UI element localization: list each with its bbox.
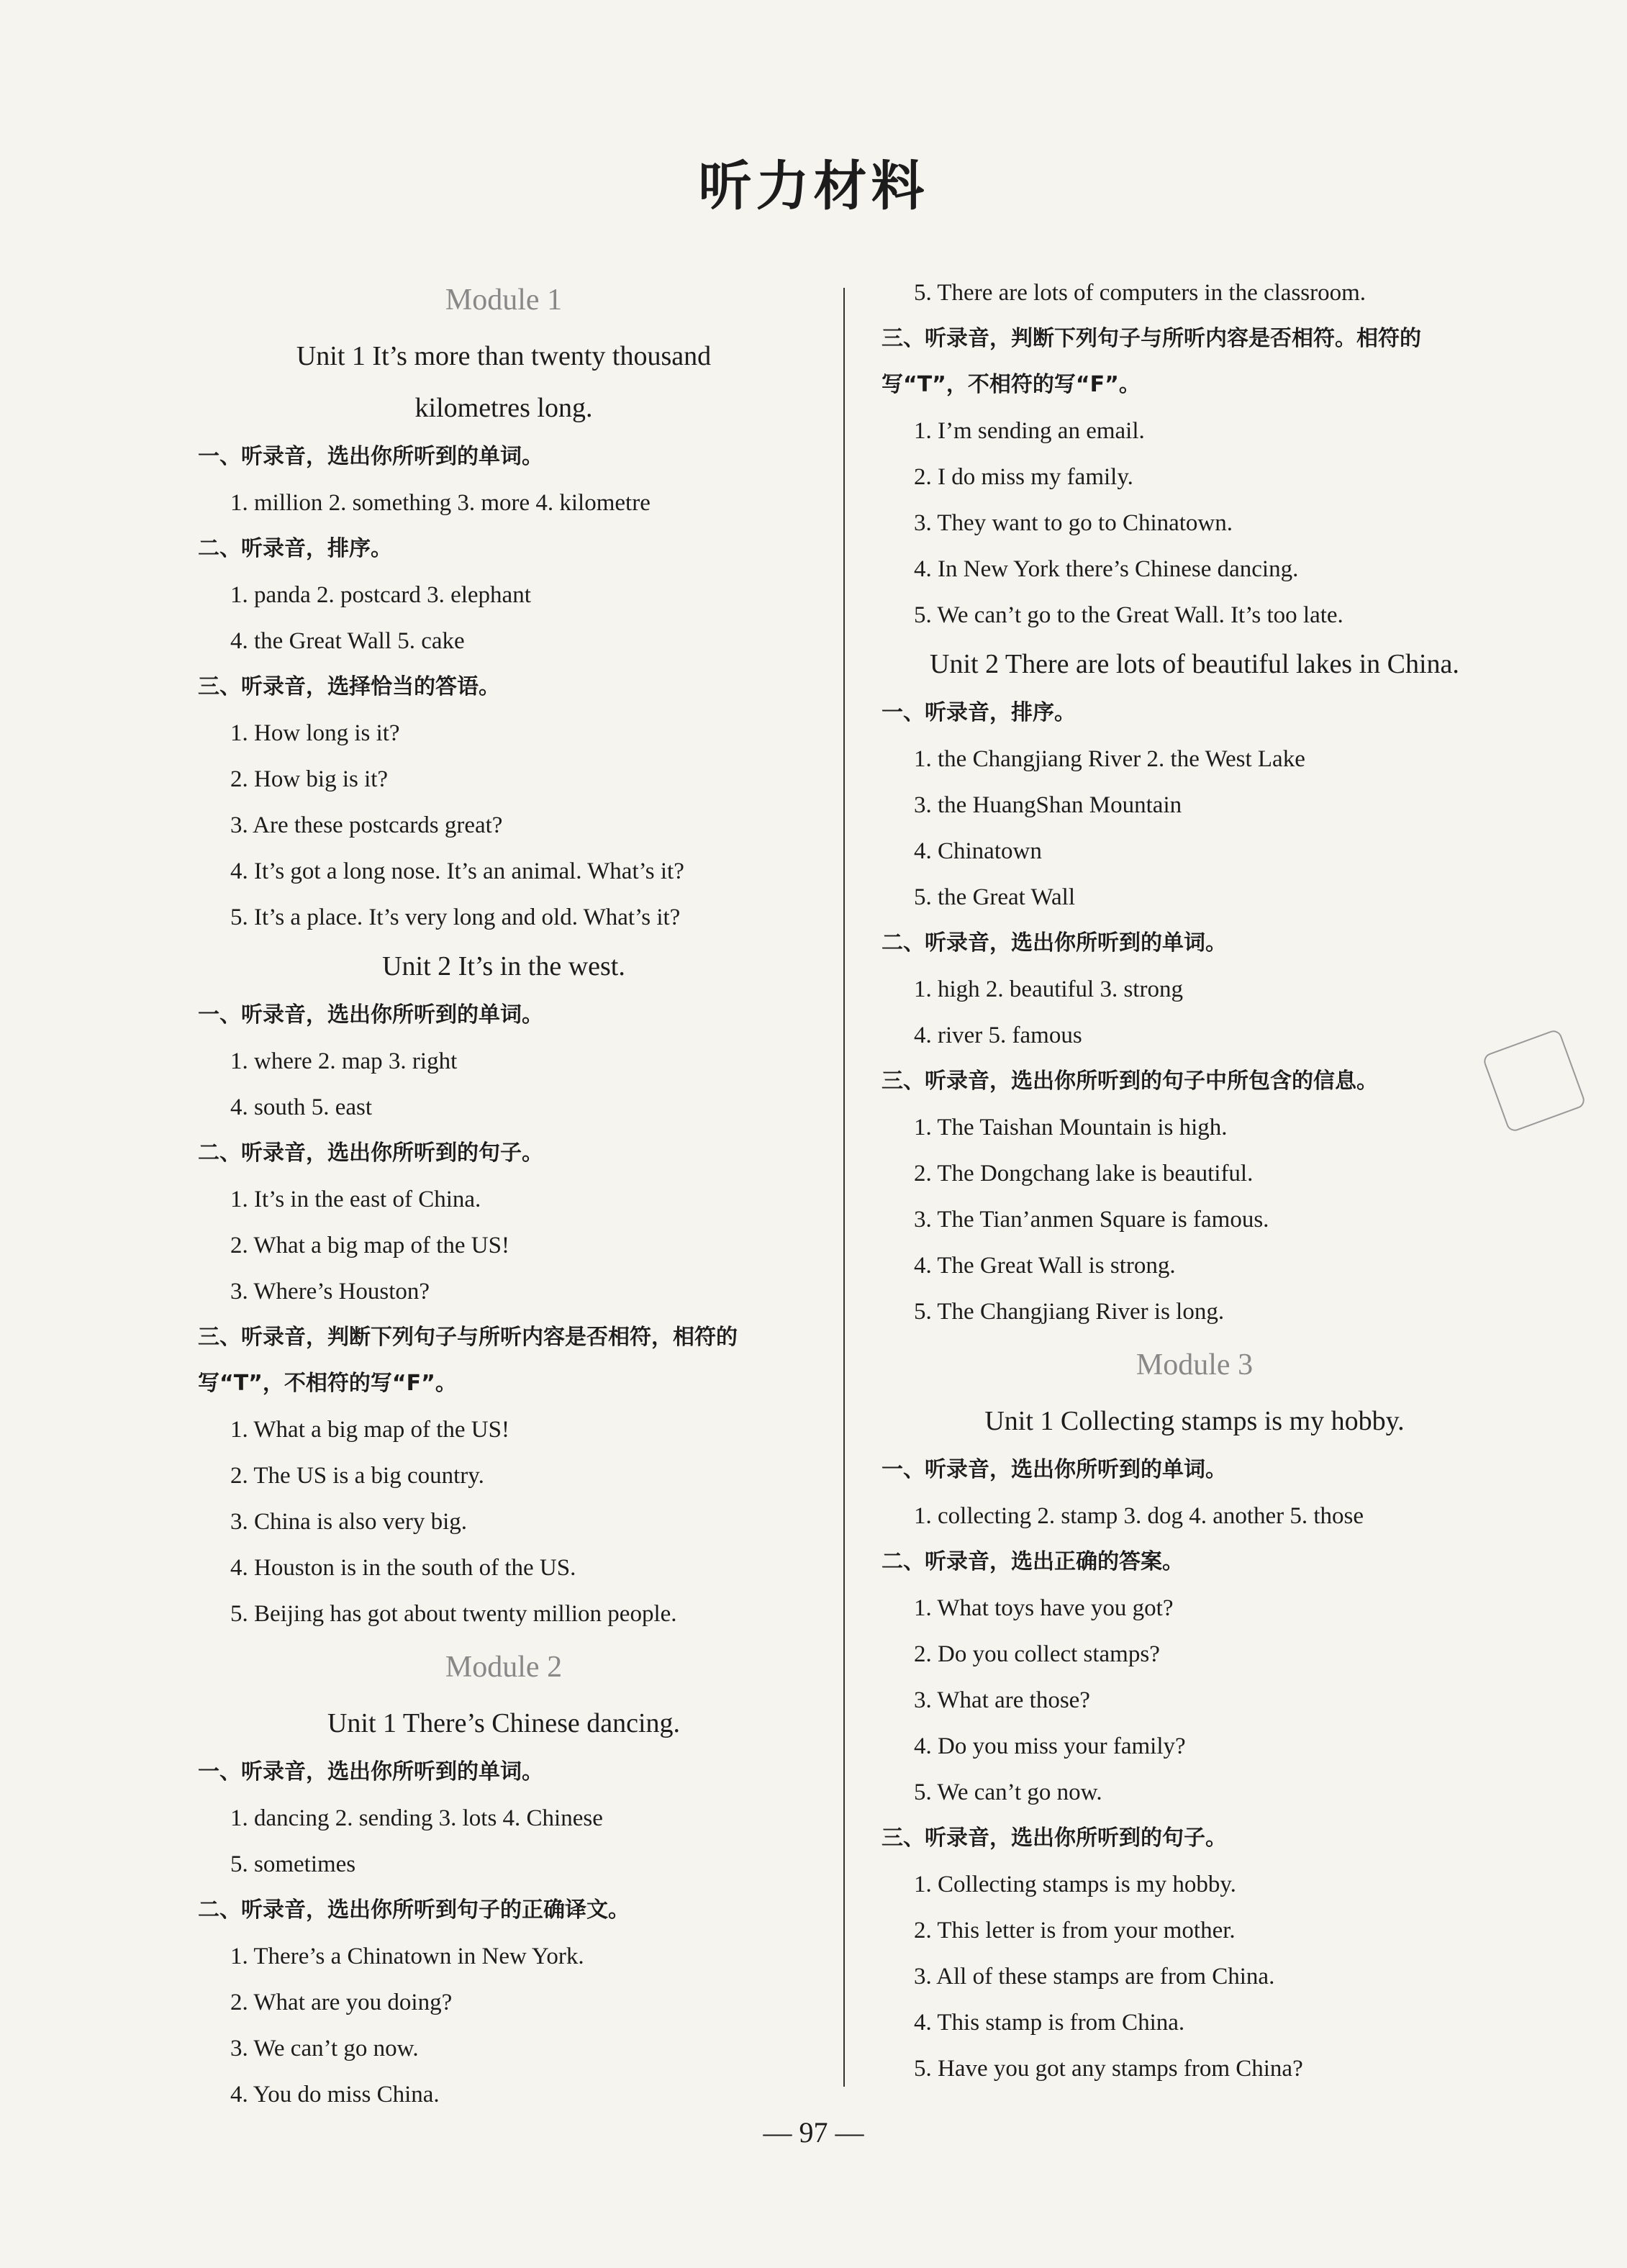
list-item: 5. We can’t go to the Great Wall. It’s too late. <box>914 602 1343 628</box>
list-item: 4. You do miss China. <box>230 2082 440 2108</box>
list-item: 5. The Changjiang River is long. <box>914 1299 1225 1325</box>
page-number: — 97 — <box>763 2116 864 2149</box>
list-item: 1. dancing 2. sending 3. lots 4. Chinese <box>230 1805 603 1831</box>
section-heading: 二、听录音，选出你所听到的单词。 <box>882 930 1227 956</box>
section-heading: 写“T”，不相符的写“F”。 <box>882 372 1141 397</box>
list-item: 4. river 5. famous <box>914 1022 1082 1048</box>
list-item: 3. Where’s Houston? <box>230 1279 430 1305</box>
section-heading: 三、听录音，选出你所听到的句子。 <box>882 1825 1227 1851</box>
list-item: 2. The US is a big country. <box>230 1463 484 1489</box>
list-item: 4. south 5. east <box>230 1094 373 1120</box>
module-heading: Module 3 <box>1136 1348 1254 1382</box>
list-item: 5. We can’t go now. <box>914 1779 1102 1805</box>
section-heading: 二、听录音，排序。 <box>198 536 392 561</box>
section-heading: 二、听录音，选出正确的答案。 <box>882 1549 1184 1574</box>
module-heading: Module 1 <box>445 284 563 317</box>
list-item: 2. How big is it? <box>230 766 389 792</box>
list-item: 5. It’s a place. It’s very long and old. What’s it? <box>230 904 681 930</box>
list-item: 4. In New York there’s Chinese dancing. <box>914 556 1299 582</box>
list-item: 1. where 2. map 3. right <box>230 1048 458 1074</box>
section-heading: 三、听录音，选出你所听到的句子中所包含的信息。 <box>882 1069 1378 1094</box>
list-item: 4. Chinatown <box>914 838 1042 864</box>
unit-heading: Unit 2 It’s in the west. <box>382 951 625 981</box>
list-item: 1. panda 2. postcard 3. elephant <box>230 582 531 608</box>
list-item: 1. high 2. beautiful 3. strong <box>914 976 1183 1002</box>
list-item: 3. The Tian’anmen Square is famous. <box>914 1207 1269 1233</box>
module-heading: Module 2 <box>445 1651 563 1684</box>
unit-heading: Unit 1 It’s more than twenty thousand <box>296 341 712 371</box>
list-item: 5. Have you got any stamps from China? <box>914 2056 1303 2082</box>
list-item: 1. I’m sending an email. <box>914 418 1145 444</box>
unit-heading: Unit 1 Collecting stamps is my hobby. <box>984 1406 1405 1436</box>
list-item: 3. All of these stamps are from China. <box>914 1964 1275 1990</box>
section-heading: 三、听录音，判断下列句子与所听内容是否相符。相符的 <box>882 326 1421 351</box>
list-item: 5. the Great Wall <box>914 884 1075 910</box>
list-item: 3. the HuangShan Mountain <box>914 792 1182 818</box>
unit-heading: kilometres long. <box>414 393 593 423</box>
left-column <box>187 270 820 2118</box>
section-heading: 一、听录音，选出你所听到的单词。 <box>882 1457 1227 1482</box>
list-item: 1. It’s in the east of China. <box>230 1187 481 1212</box>
section-heading: 二、听录音，选出你所听到句子的正确译文。 <box>198 1897 630 1923</box>
section-heading: 三、听录音，判断下列句子与所听内容是否相符，相符的 <box>198 1325 738 1350</box>
list-item: 1. the Changjiang River 2. the West Lake <box>914 746 1305 772</box>
list-item: 1. Collecting stamps is my hobby. <box>914 1872 1236 1897</box>
list-item: 4. It’s got a long nose. It’s an animal. What’s it? <box>230 858 684 884</box>
unit-heading: Unit 2 There are lots of beautiful lakes in China. <box>930 649 1459 679</box>
list-item: 4. Houston is in the south of the US. <box>230 1555 576 1581</box>
list-item: 3. Are these postcards great? <box>230 812 503 838</box>
list-item: 5. There are lots of computers in the classroom. <box>914 280 1367 306</box>
list-item: 1. How long is it? <box>230 720 400 746</box>
column-divider <box>843 288 845 2087</box>
list-item: 2. This letter is from your mother. <box>914 1918 1236 1943</box>
list-item: 3. We can’t go now. <box>230 2036 419 2061</box>
list-item: 2. What are you doing? <box>230 1990 453 2015</box>
list-item: 5. Beijing has got about twenty million people. <box>230 1601 677 1627</box>
section-heading: 一、听录音，选出你所听到的单词。 <box>198 444 543 469</box>
page-title: 听力材料 <box>698 155 929 217</box>
list-item: 2. The Dongchang lake is beautiful. <box>914 1161 1254 1187</box>
list-item: 1. collecting 2. stamp 3. dog 4. another 5. those <box>914 1503 1364 1529</box>
section-heading: 二、听录音，选出你所听到的句子。 <box>198 1140 543 1166</box>
list-item: 2. What a big map of the US! <box>230 1233 509 1258</box>
list-item: 4. Do you miss your family? <box>914 1733 1186 1759</box>
list-item: 3. They want to go to Chinatown. <box>914 510 1233 536</box>
right-column <box>871 270 1518 2092</box>
list-item: 1. There’s a Chinatown in New York. <box>230 1943 584 1969</box>
section-heading: 三、听录音，选择恰当的答语。 <box>198 674 500 699</box>
section-heading: 一、听录音，排序。 <box>882 700 1076 725</box>
list-item: 2. I do miss my family. <box>914 464 1133 490</box>
list-item: 4. This stamp is from China. <box>914 2010 1185 2036</box>
section-heading: 写“T”，不相符的写“F”。 <box>198 1371 457 1396</box>
list-item: 2. Do you collect stamps? <box>914 1641 1160 1667</box>
unit-heading: Unit 1 There’s Chinese dancing. <box>327 1708 681 1738</box>
list-item: 3. What are those? <box>914 1687 1090 1713</box>
list-item: 4. the Great Wall 5. cake <box>230 628 465 654</box>
list-item: 1. The Taishan Mountain is high. <box>914 1115 1228 1140</box>
list-item: 4. The Great Wall is strong. <box>914 1253 1176 1279</box>
list-item: 1. What toys have you got? <box>914 1595 1174 1621</box>
section-heading: 一、听录音，选出你所听到的单词。 <box>198 1759 543 1784</box>
list-item: 1. What a big map of the US! <box>230 1417 509 1443</box>
list-item: 5. sometimes <box>230 1851 356 1877</box>
list-item: 3. China is also very big. <box>230 1509 468 1535</box>
list-item: 1. million 2. something 3. more 4. kilometre <box>230 490 651 516</box>
section-heading: 一、听录音，选出你所听到的单词。 <box>198 1002 543 1028</box>
